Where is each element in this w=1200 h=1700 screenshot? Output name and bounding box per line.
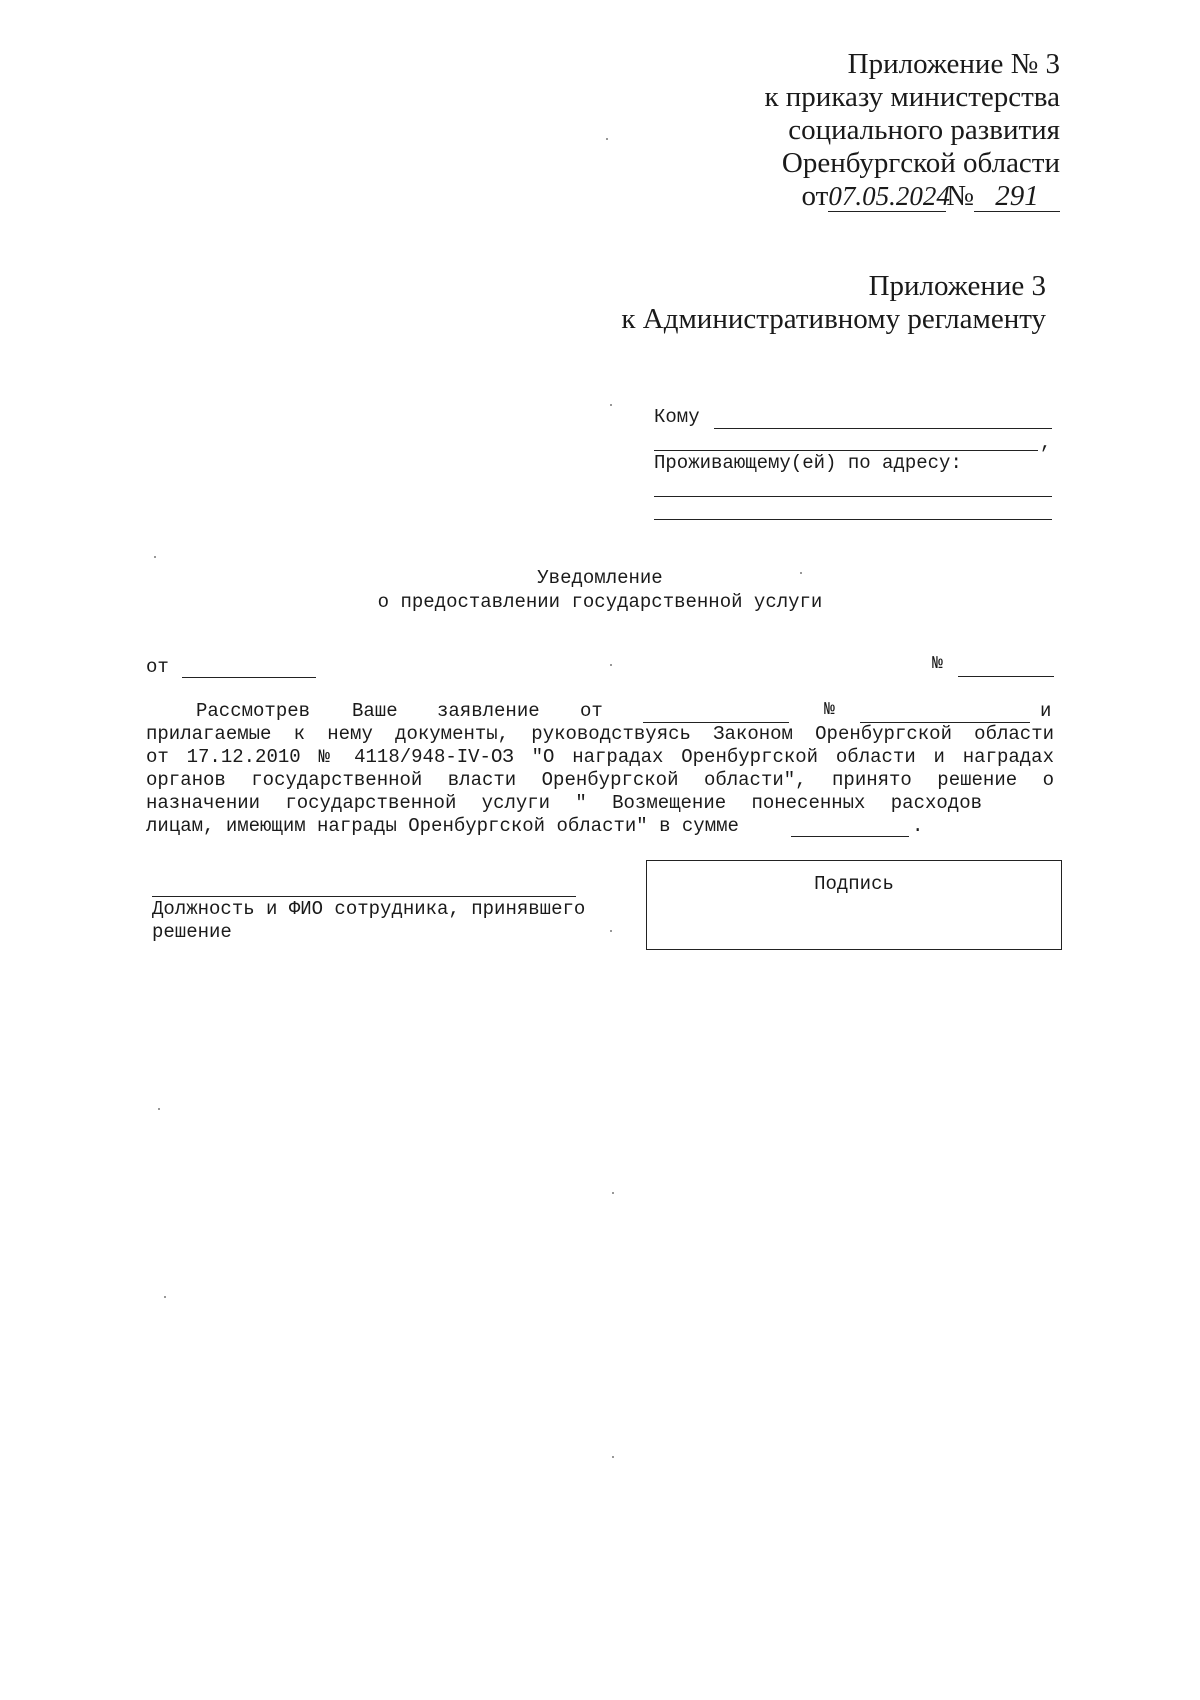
addressee-name-line-1[interactable]: [714, 428, 1052, 429]
body-line-6: лицам, имеющим награды Оренбургской области" в сумме: [146, 815, 739, 837]
scan-speck: [606, 138, 608, 140]
addressee-comma: ,: [1040, 432, 1052, 454]
body-line-2: прилагаемые к нему документы, руководствуясь Законом Оренбургской области: [146, 723, 1054, 745]
order-appendix-line4: Оренбургской области: [781, 147, 1060, 179]
scan-speck: [164, 1296, 166, 1298]
notice-title-line1: Уведомление: [537, 567, 663, 589]
body-word-vashe: Ваше: [352, 700, 398, 722]
scan-speck: [154, 556, 156, 558]
scan-speck: [610, 930, 612, 932]
scan-speck: [800, 572, 802, 574]
order-appendix-line2: к приказу министерства: [764, 81, 1060, 113]
body-line-4: органов государственной власти Оренбургской области", принято решение о: [146, 769, 1054, 791]
notice-title-line2: о предоставлении государственной услуги: [377, 591, 823, 613]
regulation-appendix-header: [446, 270, 1046, 336]
body-number-sign: №: [824, 700, 835, 720]
notice-date-field[interactable]: [182, 677, 316, 678]
order-appendix-line3: социального развития: [788, 114, 1060, 146]
order-date-row: [560, 180, 1060, 213]
official-position-name-line[interactable]: [152, 896, 576, 897]
official-position-caption-line1: Должность и ФИО сотрудника, принявшего: [152, 898, 586, 920]
body-line-5: назначении государственной услуги " Возмещение понесенных расходов: [146, 792, 982, 814]
notice-title: [0, 566, 1200, 614]
notice-date-label: от: [146, 656, 169, 678]
regulation-appendix-title: Приложение 3: [868, 270, 1046, 302]
notice-number-field[interactable]: [958, 676, 1054, 677]
payment-sum-field[interactable]: [791, 836, 909, 837]
official-position-caption: [152, 898, 585, 944]
body-word-zayavlenie: заявление: [437, 700, 540, 722]
body-line-6-period: .: [912, 815, 924, 837]
signature-box[interactable]: [646, 860, 1062, 950]
body-word-i: и: [1040, 700, 1052, 722]
scan-speck: [612, 1192, 614, 1194]
notice-number-label: №: [932, 654, 943, 674]
addressee-to-label: Кому: [654, 406, 700, 428]
signature-label: Подпись: [814, 873, 894, 895]
official-position-caption-line2: решение: [152, 921, 232, 943]
order-date-handwritten: 07.05.2024: [828, 181, 950, 211]
order-number-handwritten: 291: [974, 181, 1060, 212]
scan-speck: [610, 404, 612, 406]
body-line-3: от 17.12.2010 № 4118/948-IV-ОЗ "О наградах Оренбургской области и наградах: [146, 746, 1054, 768]
order-no-label: №: [946, 180, 974, 212]
body-word-rassmotrev: Рассмотрев: [196, 700, 311, 722]
order-ot-label: от: [801, 180, 829, 212]
scan-speck: [610, 664, 612, 666]
order-appendix-title: Приложение № 3: [847, 48, 1060, 80]
address-line-1[interactable]: [654, 496, 1052, 497]
regulation-appendix-subtitle: к Административному регламенту: [621, 303, 1046, 335]
addressee-name-line-2[interactable]: [654, 450, 1038, 451]
body-word-ot: от: [580, 700, 603, 722]
scan-speck: [158, 1108, 160, 1110]
addressee-address-label: Проживающему(ей) по адресу:: [654, 452, 962, 474]
address-line-2[interactable]: [654, 519, 1052, 520]
order-appendix-header: [560, 48, 1060, 213]
scan-speck: [612, 1456, 614, 1458]
